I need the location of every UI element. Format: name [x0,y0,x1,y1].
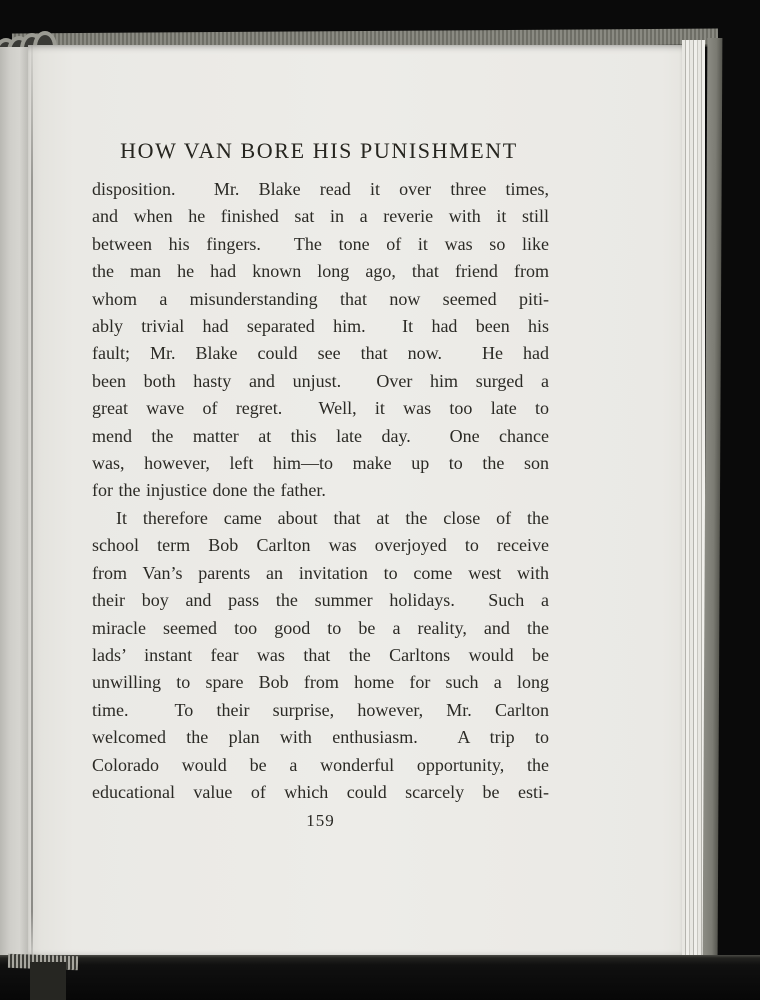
page-number: 159 [306,811,335,830]
text-line: their boy and pass the summer holidays. Such a [92,590,549,611]
text-line: time. To their surprise, however, Mr. Carlton [92,699,549,720]
text-line: whom a misunderstanding that now seemed piti- [92,288,549,309]
text-line: lads’ instant fear was that the Carltons would be [92,644,549,665]
text-line: Colorado would be a wonderful opportunity, the [92,754,549,775]
text-line: between his fingers. The tone of it was so like [92,233,549,254]
body-text [92,176,549,806]
page-edge-stack [682,40,705,955]
cover-shadow [30,962,66,1000]
text-line: educational value of which could scarcely be esti- [92,781,549,802]
background-bottom [0,955,760,1000]
text-line: welcomed the plan with enthusiasm. A trip to [92,727,549,748]
text-line: great wave of regret. Well, it was too late to [92,398,549,419]
text-line: ably trivial had separated him. It had been his [92,316,549,337]
text-line: miracle seemed too good to be a reality, and the [92,617,549,638]
text-line: was, however, left him—to make up to the son [92,453,549,474]
chapter-running-header: HOW VAN BORE HIS PUNISHMENT [120,138,518,163]
text-line: school term Bob Carlton was overjoyed to receive [92,535,549,556]
text-line: been both hasty and unjust. Over him surged a [92,370,549,391]
gutter-crease [31,45,33,957]
text-line: from Van’s parents an invitation to come west with [92,562,549,583]
text-line: disposition. Mr. Blake read it over three times, [92,179,549,199]
facing-page-edge [0,47,28,955]
text-line: mend the matter at this late day. One chance [92,425,549,446]
book-cover-right-edge [703,38,723,958]
text-line: the man he had known long ago, that friend from [92,261,549,282]
text-line: It therefore came about that at the close of the [116,507,549,528]
book-page [28,45,682,957]
text-line: for the injustice done the father. [92,480,326,501]
text-line: and when he finished sat in a reverie with it still [92,206,549,227]
text-line: fault; Mr. Blake could see that now. He had [92,343,549,364]
text-line: unwilling to spare Bob from home for such a long [92,672,549,693]
